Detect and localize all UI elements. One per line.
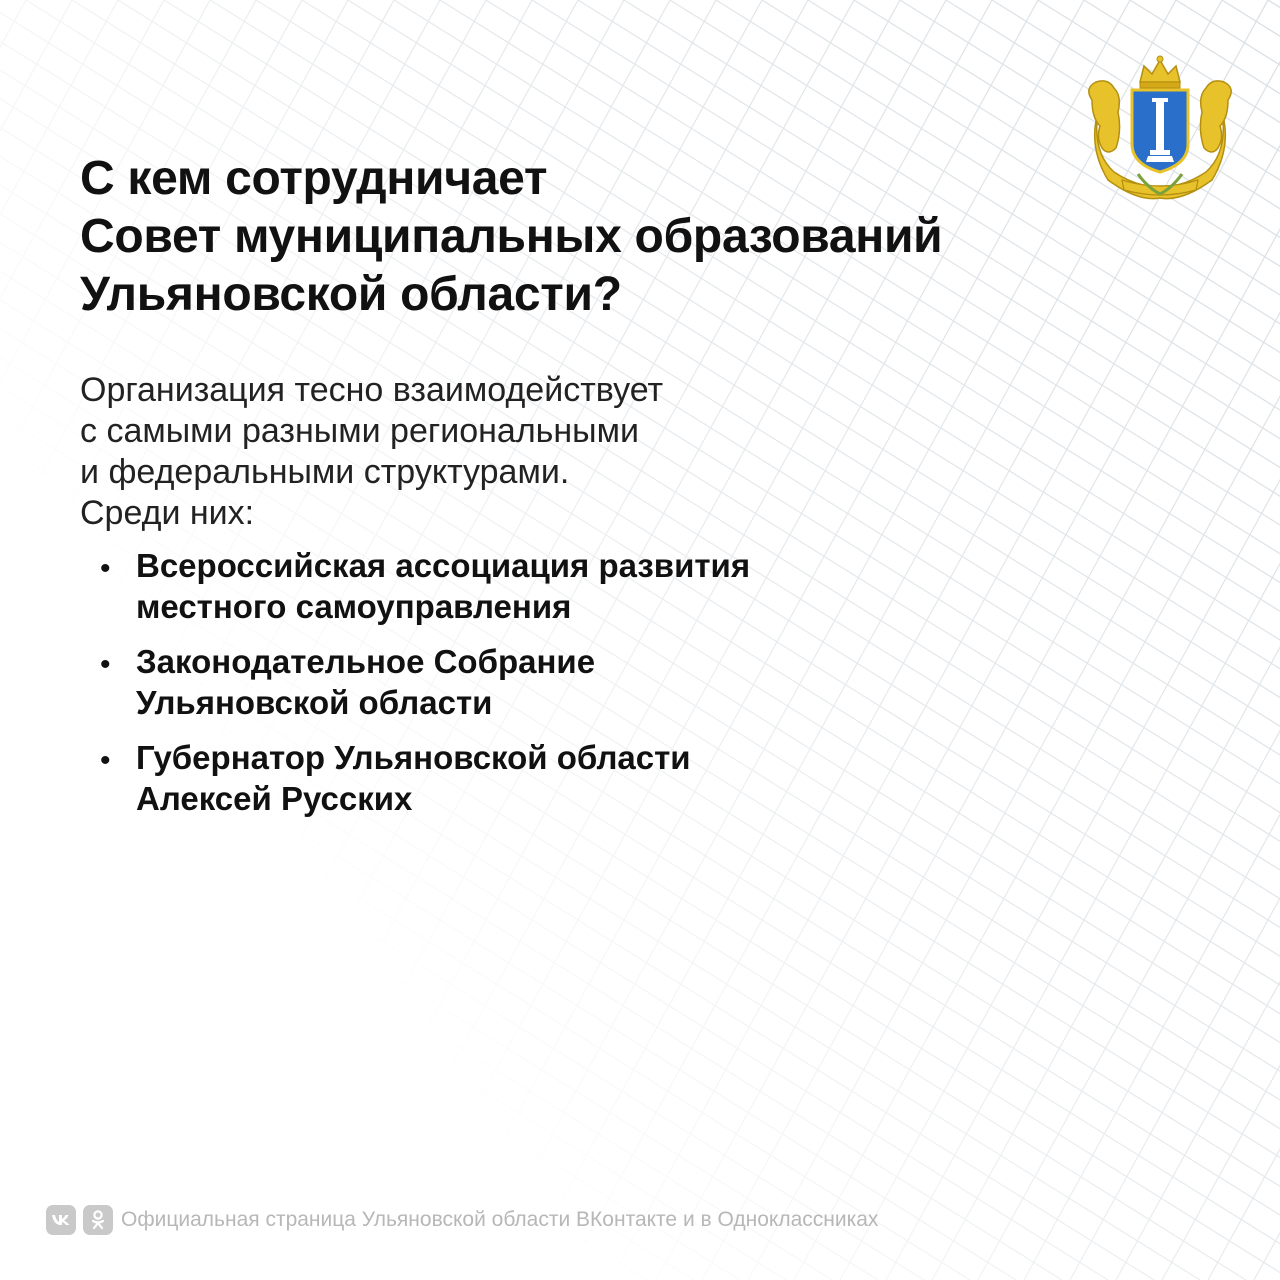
list-item-text	[136, 737, 996, 819]
list-item-line: Алексей Русских	[136, 780, 413, 817]
bullet-icon: •	[100, 552, 111, 585]
odnoklassniki-icon[interactable]	[83, 1205, 113, 1235]
footer	[46, 1204, 878, 1236]
list-item-line: Ульяновской области	[136, 684, 493, 721]
intro-line: и федеральными структурами.	[80, 453, 570, 491]
list-item	[96, 737, 996, 819]
footer-text[interactable]: Официальная страница Ульяновской области ВКонтакте и в Одноклассниках	[121, 1208, 879, 1231]
list-item-line: местного самоуправления	[136, 588, 572, 625]
bullet-icon: •	[100, 744, 111, 777]
intro-line: с самыми разными региональными	[80, 412, 639, 450]
title-line: С кем сотрудничает	[80, 152, 548, 205]
bullet-icon: •	[100, 648, 111, 681]
intro-paragraph	[80, 370, 980, 534]
list-item-line: Законодательное Собрание	[136, 643, 596, 680]
ulyanovsk-coat-of-arms-icon	[1078, 52, 1242, 204]
vk-icon[interactable]	[46, 1205, 76, 1235]
list-item	[96, 545, 996, 627]
list-item-line: Губернатор Ульяновской области	[136, 739, 691, 776]
list-item-text	[136, 641, 996, 723]
list-item-line: Всероссийская ассоциация развития	[136, 547, 751, 584]
list-item-text	[136, 545, 996, 627]
page-title	[80, 150, 1080, 324]
title-line: Совет муниципальных образований	[80, 210, 943, 263]
list-item	[96, 641, 996, 723]
partners-list	[96, 545, 996, 833]
intro-line: Среди них:	[80, 494, 255, 532]
title-line: Ульяновской области?	[80, 268, 622, 321]
intro-line: Организация тесно взаимодействует	[80, 371, 664, 409]
